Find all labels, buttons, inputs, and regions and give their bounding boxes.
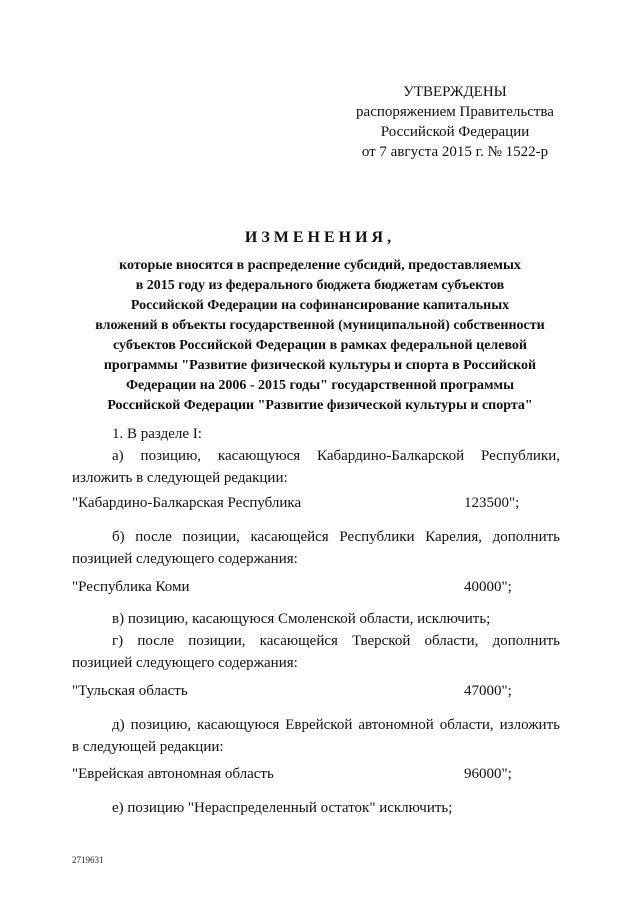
document-number: 2719631 — [72, 855, 104, 865]
approval-title: УТВЕРЖДЕНЫ — [403, 84, 507, 100]
item-b-block — [72, 526, 560, 570]
document-title: ИЗМЕНЕНИЯ, — [244, 229, 396, 246]
item-a-line1: а) позицию, касающуюся Кабардино-Балкарской Республики, — [112, 448, 560, 464]
approval-authority: распоряжением Правительства — [356, 104, 554, 120]
item-d-line1: д) позицию, касающуюся Еврейской автономной области, изложить — [112, 717, 560, 733]
subtitle-line: Российской Федерации "Развитие физической культуры и спорта" — [107, 398, 533, 413]
item-b-line1: б) после позиции, касающейся Республики Карелия, дополнить — [112, 529, 560, 545]
item-a-line2: изложить в следующей редакции: — [72, 470, 288, 486]
approval-stamp — [340, 82, 570, 162]
entry-value: 96000"; — [464, 766, 512, 782]
entry-value: 123500"; — [464, 495, 520, 511]
item-g-line1: г) после позиции, касающейся Тверской области, дополнить — [112, 633, 560, 649]
item-b-line2: позицией следующего содержания: — [72, 551, 298, 567]
entry-komi — [72, 576, 560, 598]
subtitle-line: которые вносятся в распределение субсидий, предоставляемых — [119, 258, 521, 273]
approval-date: от 7 августа 2015 г. № 1522-р — [361, 144, 549, 160]
entry-name: "Еврейская автономная область — [72, 766, 274, 782]
subtitle-line: программы "Развитие физической культуры и спорта в Российской — [103, 358, 537, 373]
subtitle-line: Федерации на 2006 - 2015 годы" государственной программы — [125, 378, 515, 393]
item-e-block — [72, 797, 560, 819]
item-g-line2: позицией следующего содержания: — [72, 655, 298, 671]
entry-name: "Тульская область — [72, 683, 188, 699]
entry-tula — [72, 680, 560, 702]
subtitle-line: в 2015 году из федерального бюджета бюджетам субъектов — [135, 278, 505, 293]
item-v: в) позицию, касающуюся Смоленской области, исключить; — [112, 611, 491, 627]
item-d-line2: в следующей редакции: — [72, 739, 224, 755]
document-subtitle — [80, 256, 560, 416]
entry-name: "Кабардино-Балкарская Республика — [72, 495, 302, 511]
entry-value: 47000"; — [464, 683, 512, 699]
section-heading-block — [72, 423, 560, 489]
subtitle-line: Российской Федерации на софинансирование капитальных — [130, 298, 510, 313]
entry-value: 40000"; — [464, 579, 512, 595]
entry-name: "Республика Коми — [72, 579, 190, 595]
approval-country: Российской Федерации — [380, 124, 530, 140]
item-d-block — [72, 714, 560, 758]
section-heading: 1. В разделе I: — [112, 426, 202, 442]
entry-kabardino-balkaria — [72, 492, 560, 514]
subtitle-line: субъектов Российской Федерации в рамках федеральной целевой — [112, 338, 528, 353]
item-e: е) позицию "Нераспределенный остаток" исключить; — [112, 800, 453, 816]
item-v-g-block — [72, 608, 560, 674]
entry-jewish-ao — [72, 763, 560, 785]
subtitle-line: вложений в объекты государственной (муниципальной) собственности — [95, 318, 545, 333]
